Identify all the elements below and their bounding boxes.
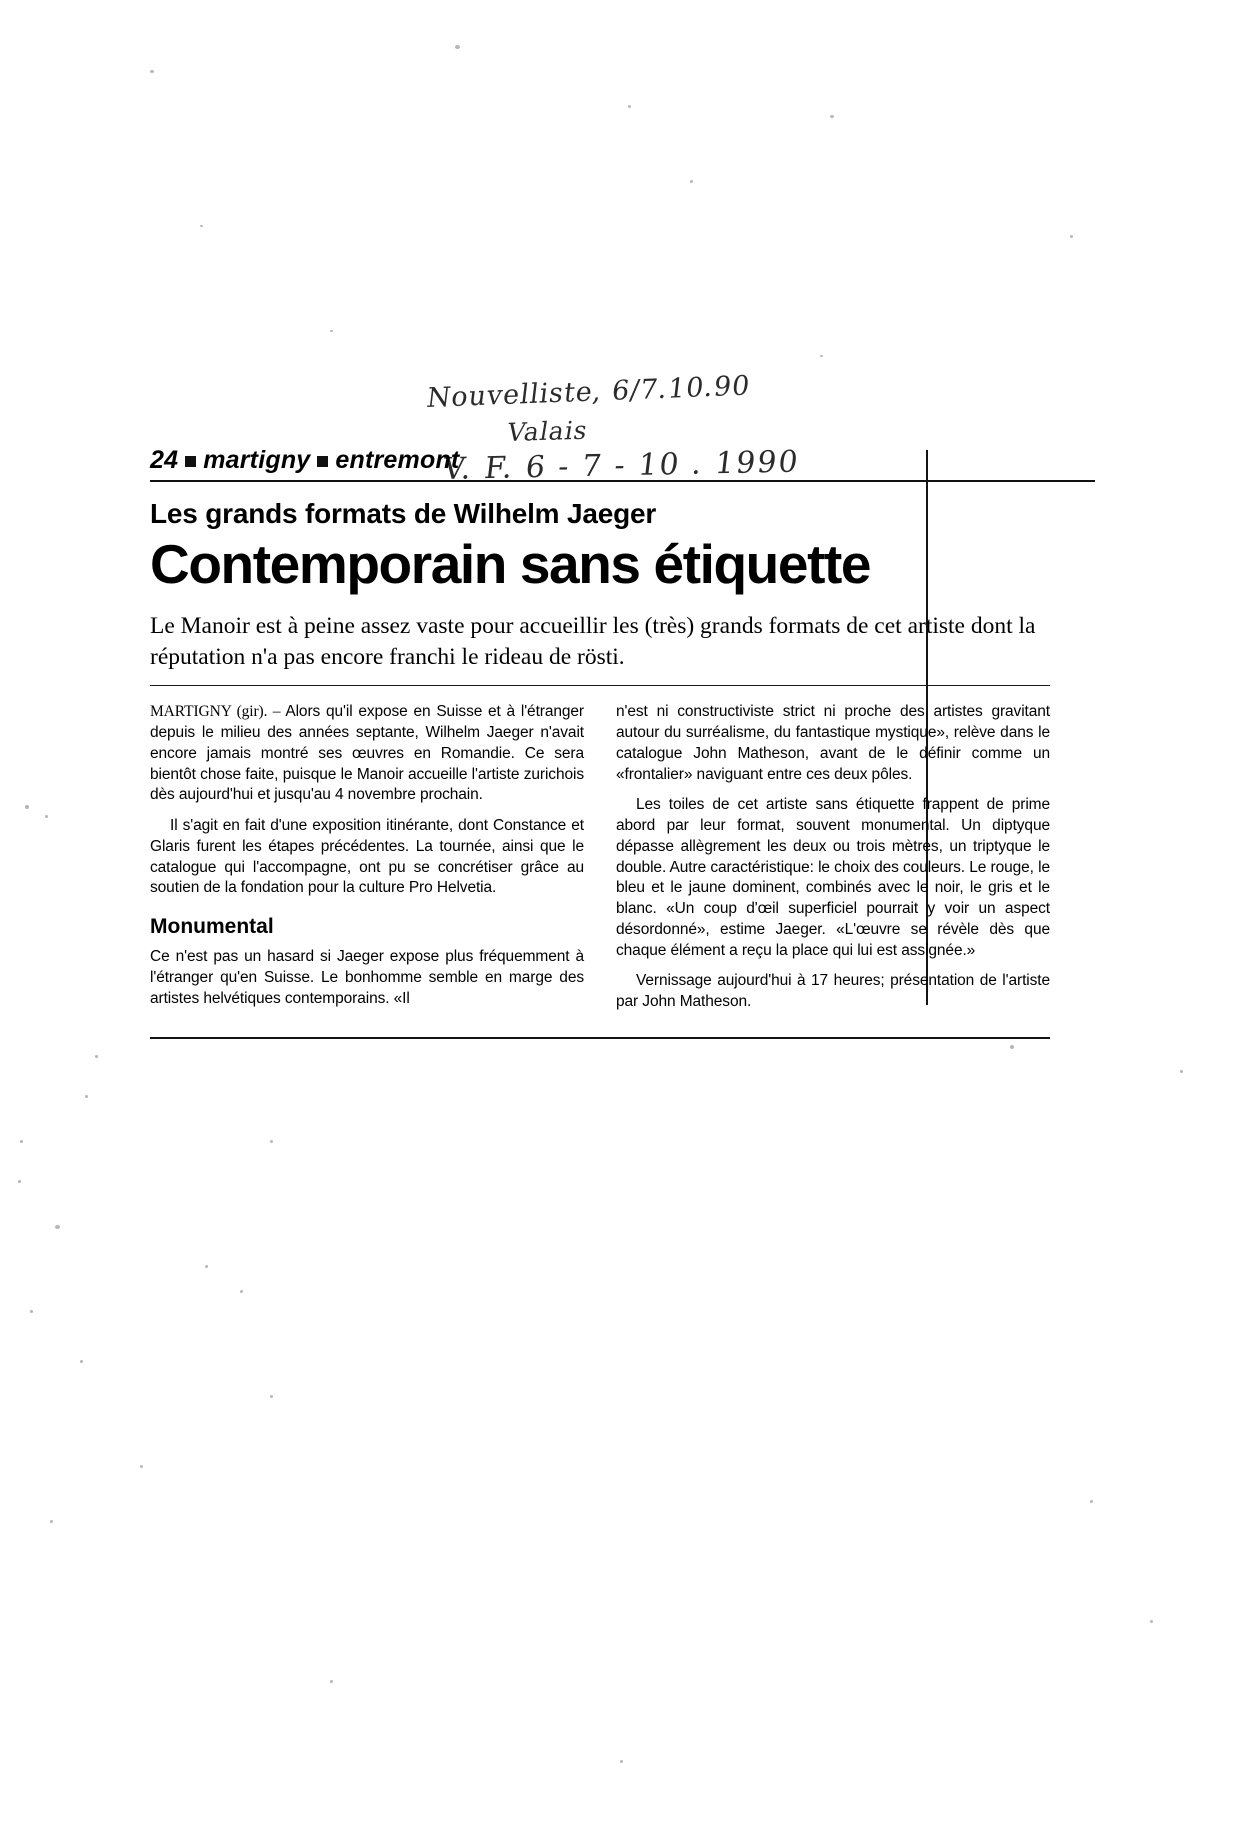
handwritten-annotation-region: Valais (505, 415, 591, 447)
paragraph-text: Vernissage aujourd'hui à 17 heures; présentation de l'artiste par John Matheson. (616, 972, 1050, 1011)
handwritten-annotation-source: Nouvelliste, 6/7.10.90 (425, 370, 753, 414)
paragraph-text: Alors qu'il expose en Suisse et à l'étranger depuis le milieu des années septante, Wilhelm Jaeger n'avait encore jamais montré ses œuvres en Romandie. Ce sera bientôt chose faite, puisque le Manoir accueille l'artiste zurichois dès aujourd'hui et jusqu'au 4 novembre prochain. (150, 703, 584, 804)
square-bullet-icon (185, 456, 196, 467)
square-bullet-icon (317, 456, 328, 467)
masthead (150, 440, 1095, 482)
section-label-entremont: entremont (335, 446, 460, 474)
paragraph-text: Ce n'est pas un hasard si Jaeger expose plus fréquemment à l'étranger qu'en Suisse. Le bonhomme semble en marge des artistes helvétiques contemporains. «Il (150, 948, 584, 1007)
article-kicker: Les grands formats de Wilhelm Jaeger (150, 498, 657, 529)
paragraph-text: Les toiles de cet artiste sans étiquette frappent de prime abord par leur format, souvent monumental. Un diptyque dépasse allègrement les deux ou trois mètres, un triptyque le double. Autre caractéristique: le choix des couleurs. Le rouge, le bleu et le jaune dominent, combinés avec le noir, le gris et le blanc. «Un coup d'œil superficiel pourrait y voir un aspect désordonné», estime Jaeger. «L'œuvre se révèle dès que chaque élément a reçu la place qui lui est assignée.» (616, 796, 1050, 959)
article-subhead: Monumental (150, 915, 274, 939)
paragraph-text: n'est ni constructiviste strict ni proche des artistes gravitant autour du surréalisme, du fantastique mystique», relève dans le catalogue John Matheson, avant de le définir comme un «frontalier» naviguant entre ces deux pôles. (616, 703, 1050, 783)
paragraph-text: Il s'agit en fait d'une exposition itinérante, dont Constance et Glaris furent les étapes précédentes. La tournée, ainsi que le catalogue qui l'accompagne, ont pu se concrétiser grâce au soutien de la fondation pour la culture Pro Helvetia. (150, 817, 584, 897)
article-bottom-rule (150, 1037, 1050, 1040)
article-headline: Contemporain sans étiquette (150, 533, 871, 595)
article-column-left (150, 702, 584, 1023)
article-standfirst: Le Manoir est à peine assez vaste pour accueillir les (très) grands formats de cet artiste dont la réputation n'a pas encore franchi le rideau de rösti. (150, 613, 1036, 671)
article-body (150, 702, 1050, 1023)
section-label-martigny: martigny (203, 446, 311, 474)
newspaper-clipping (150, 440, 1095, 1039)
page-number: 24 (150, 446, 179, 474)
article-dateline: MARTIGNY (gir). – (150, 703, 281, 721)
paragraph-lead (150, 702, 584, 806)
masthead-text (150, 446, 459, 475)
article-column-right (616, 702, 1050, 1023)
standfirst-rule (150, 685, 1050, 686)
handwritten-annotation-date: V. F. 6 - 7 - 10 . 1990 (441, 444, 802, 487)
